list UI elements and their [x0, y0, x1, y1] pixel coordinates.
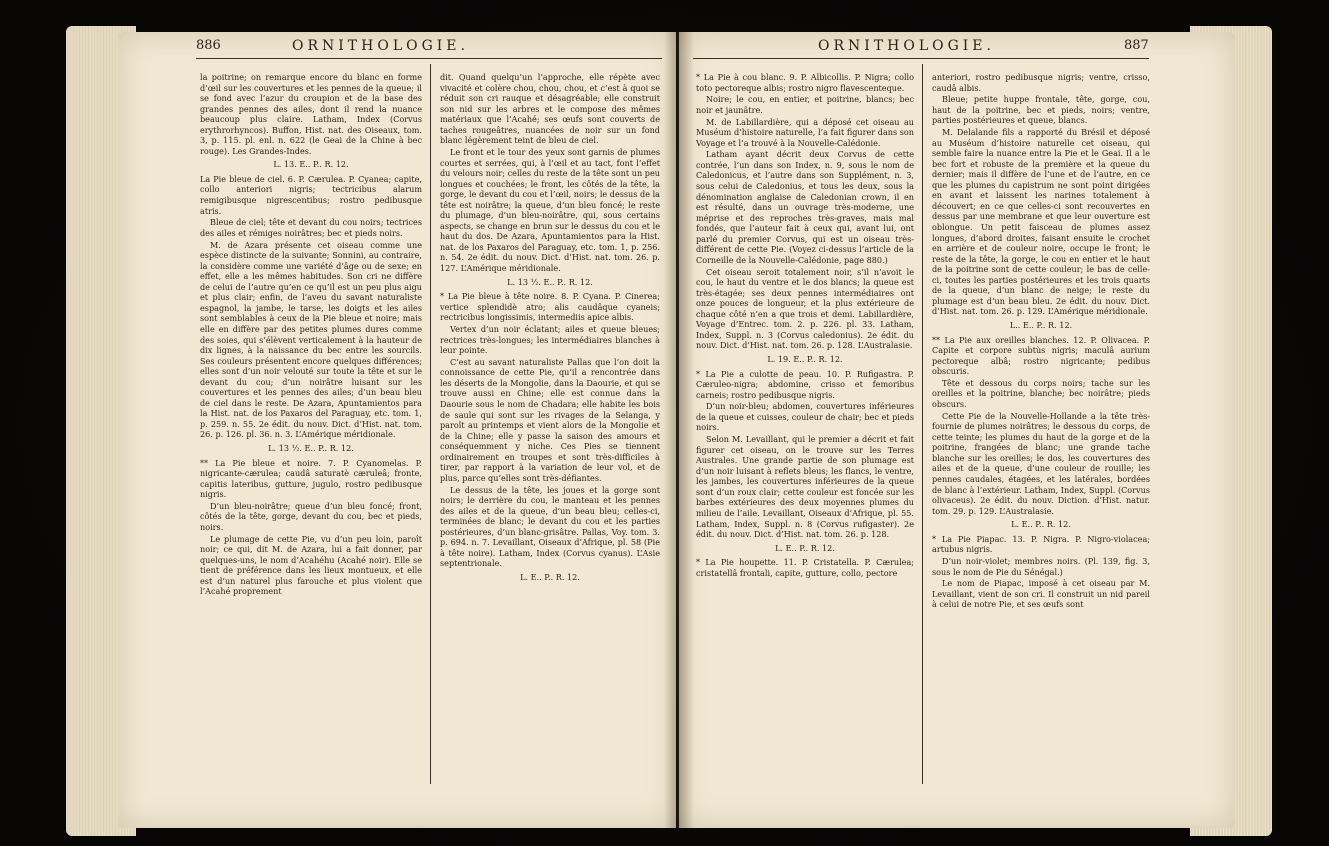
measurements-line: L. 13 ½. E.. P.. R. 12.: [507, 276, 593, 287]
text-block: M. de Labillardière, qui a déposé cet oiseau au Muséum d’histoire naturelle, l’a fait figurer dans son Voyage et l’a trouvé à la Nouvelle-Calédonie.: [696, 116, 914, 148]
text-block: D’un noir-violet; membres noirs. (Pl. 139, fig. 3, sous le nom de Pie du Sénégal.): [932, 556, 1150, 577]
text-block: Bleue de ciel; tête et devant du cou noirs; tectrices des ailes et rémiges noirâtres; bec et pieds noirs.: [200, 217, 422, 238]
text-block: Le dessus de la tête, les joues et la gorge sont noirs; le derrière du cou, le manteau et les pennes des ailes et de la queue, d’un beau bleu; celles-ci, terminées de blanc; le devant du cou et les parties postérieures, d’un blanc-grisâtre. Pallas, Voy. tom. 3. p. 694. n. 7. Levaillant, Oiseaux d’Afrique, pl. 58 (Pie à tête noire). Latham, Index (Corvus cyanus). L’Asie septentrionale.: [440, 484, 660, 569]
text-block: Cette Pie de la Nouvelle-Hollande a la tête très-fournie de plumes noirâtres; le dessous du corps, de cette teinte; les plumes du haut de la gorge et de la poitrine, frangées de blanc; une grande tache blanche sur les oreilles; le dos, les couvertures des ailes et de la queue, d’une couleur de rouille; les pennes caudales, étagées, et les latérales, bordées de blanc à l’extérieur. Latham, Index, Suppl. (Corvus olivaceus). 2e édit. du nouv. Diction. d’Hist. natur. tom. 29. p. 129. L’Australasie.: [932, 410, 1150, 516]
page-number-left: 886: [196, 38, 221, 53]
species-heading: La Pie bleue de ciel. 6. P. Cærulea. P. Cyanea; capite, collo anteriori nigris; tectricibus alarum remigibusque nigrescentibus; rostro pedibusque atris.: [200, 173, 422, 216]
text-block: Le plumage de cette Pie, vu d’un peu loin, paroît noir; ce qui, dit M. de Azara, lui a fait donner, par quelques-uns, le nom d’Acahéhu (Acahé noir). Elle se tient de préférence dans les lieux montueux, et elle est d’un naturel plus farouche et plus violent que l’Acahé proprement: [200, 533, 422, 597]
species-heading: ** La Pie bleue et noire. 7. P. Cyanomelas. P. nigricante-cærulea; caudâ saturatè cæruleâ; fronte, capitis lateribus, gutture, jugulo, rostro pedibusque nigris.: [200, 457, 422, 500]
measurements-line: L. E.. P.. R. 12.: [520, 571, 580, 582]
text-block: M. Delalande fils a rapporté du Brésil et déposé au Muséum d’histoire naturelle cet oiseau, qui semble faire la nuance entre la Pie et le Geai. Il a le bec fort et robuste de la première et la queue du dernier; mais il diffère de l’une et de l’autre, en ce que les plumes du capistrum ne sont point dirigées en avant et laissent les narines totalement à découvert; en ce que celles-ci sont recouvertes en dessus par une membrane et que leur ouverture est oblongue. Un petit faisceau de plumes assez longues, d’abord droites, faisant ensuite le crochet en arrière et de couleur noire, occupe le front; le reste de la tête, la gorge, le cou en entier et le haut de la poitrine sont de cette couleur; le bas de celle-ci, toutes les parties postérieures et les trois quarts de la queue, d’un blanc de neige; le reste du plumage est d’un beau bleu. 2e édit. du nouv. Dict. d’Hist. nat. tom. 26. p. 129. L’Amérique méridionale.: [932, 127, 1150, 317]
measurements-line: L. 13 ½. E.. P.. R. 12.: [268, 442, 354, 453]
left-page-column-1: [200, 72, 422, 814]
text-block: Cet oiseau seroit totalement noir, s’il n’avoit le cou, le haut du ventre et le dos blancs; la queue est très-étagée; ses deux pennes intermédiaires ont onze pouces de longueur, et la plus extérieure de chaque côté n’en a que trois et demi. Labillardière, Voyage d’Entrec. tom. 2. p. 226. pl. 33. Latham, Index, Suppl. n. 3 (Corvus caledonius). 2e édit. du nouv. Dict. d’Hist. nat. tom. 26. p. 128. L’Australasie.: [696, 266, 914, 351]
species-heading: * La Pie à cou blanc. 9. P. Albicollis. P. Nigra; collo toto pectoreque albis; rostro nigro flavescenteque.: [696, 72, 914, 93]
species-heading: * La Pie bleue à tête noire. 8. P. Cyana. P. Cinerea; vertice splendidè atro; alis caudâque cyaneis; rectricibus longissimis, intermediis apice albis.: [440, 291, 660, 323]
text-block: Bleue; petite huppe frontale, tête, gorge, cou, haut de la poitrine, bec et pieds, noirs; ventre, parties postérieures et queue, blancs.: [932, 94, 1150, 126]
text-block: C’est au savant naturaliste Pallas que l’on doit la connoissance de cette Pie, qu’il a rencontrée dans les déserts de la Mongolie, dans la Daourie, et qui se trouve aussi en Chine; elle est connue dans la Daourie sous le nom de Chadara; elle habite les bois de saule qui sont sur les rivages de la Selanga, y paroît au printemps et vient alors de la Mongolie et de la Chine; elle y passe la saison des amours et conséquemment y niche. Ces Pies se tiennent ordinairement en troupes et sont très-difficiles à tirer, par rapport à la variation de leur vol, et de plus, parce qu’elles sont très-défiantes.: [440, 356, 660, 483]
species-heading: * La Pie a culotte de peau. 10. P. Rufigastra. P. Cæruleo-nigra; abdomine, crisso et femoribus carneis; rostro pedibusque nigris.: [696, 368, 914, 400]
left-page-column-2: [440, 72, 660, 814]
text-block: D’un noir-bleu; abdomen, couvertures inférieures de la queue et cuisses, couleur de chair; bec et pieds noirs.: [696, 401, 914, 433]
column-divider-right: [922, 64, 923, 784]
right-page-column-2: [932, 72, 1150, 814]
text-block: Tête et dessous du corps noirs; tache sur les oreilles et la poitrine, blanche; bec noirâtre; pieds obscurs.: [932, 377, 1150, 409]
running-title-left: ORNITHOLOGIE.: [292, 38, 469, 54]
text-block: Selon M. Levaillant, qui le premier a décrit et fait figurer cet oiseau, on le trouve sur les Terres Australes. Une grande partie de son plumage est d’un noir luisant à reflets bleus; les flancs, le ventre, les jambes, les couvertures inférieures de la queue sont d’un roux clair; cette couleur est foncée sur les barbes extérieures des deux moyennes plumes du milieu de l’aile. Levaillant, Oiseaux d’Afrique, pl. 55. Latham, Index, Suppl. n. 8 (Corvus rufigaster). 2e édit. du nouv. Dict. d’Hist. nat. tom. 26. p. 128.: [696, 434, 914, 540]
header-rule-left: [196, 58, 662, 59]
right-page-column-1: [696, 72, 914, 814]
measurements-line: L. 13. E.. P.. R. 12.: [273, 159, 349, 170]
text-block: dit. Quand quelqu’un l’approche, elle répète avec vivacité et colère chou, chou, chou, et c’est à quoi se réduit son cri rauque et désagréable; elle construit son nid sur les arbres et le compose des mêmes matériaux que l’Acahé; ses œufs sont couverts de taches rougeâtres, nuancées de noir sur un fond blanc légèrement teint de bleu de ciel.: [440, 72, 660, 146]
header-rule-right: [693, 58, 1149, 59]
text-block: D’un bleu-noirâtre; queue d’un bleu foncé; front, côtés de la tête, gorge, devant du cou, bec et pieds, noirs.: [200, 500, 422, 532]
text-block: Le nom de Piapac, imposé à cet oiseau par M. Levaillant, vient de son cri. Il construit un nid pareil à celui de notre Pie, et ses œufs sont: [932, 578, 1150, 610]
book-gutter: [664, 32, 694, 828]
page-number-right: 887: [1124, 38, 1149, 53]
measurements-line: L. 19. E.. P.. R. 12.: [767, 353, 843, 364]
text-block: Vertex d’un noir éclatant; ailes et queue bleues; rectrices très-longues; les intermédiaires blanches à leur pointe.: [440, 323, 660, 356]
text-block: Latham ayant décrit deux Corvus de cette contrée, l’un dans son Index, n. 9, sous le nom de Caledonicus, et l’autre dans son Supplément, n. 3, sous celui de Caledonius, et tous les deux, sous la dénomination anglaise de Caledonian crown, il en est résulté, dans un ouvrage très-moderne, une méprise et des reproches très-graves, mais mal fondés, que l’auteur fait à ceux qui, avant lui, ont parlé du premier Corvus, qui est un oiseau très-différent de cette Pie. (Voyez ci-dessus l’article de la Corneille de la Nouvelle-Calédonie, page 880.): [696, 149, 914, 265]
species-heading: * La Pie houpette. 11. P. Cristatella. P. Cærulea; cristatellâ frontali, capite, gutture, collo, pectore: [696, 557, 914, 578]
text-block: anteriori, rostro pedibusque nigris; ventre, crisso, caudâ albis.: [932, 72, 1150, 93]
measurements-line: L. E.. P.. R. 12.: [775, 542, 835, 553]
column-divider-left: [430, 64, 431, 784]
measurements-line: L.. E.. P.. R. 12.: [1009, 319, 1073, 330]
running-title-right: ORNITHOLOGIE.: [818, 38, 995, 54]
text-block: Le front et le tour des yeux sont garnis de plumes courtes et serrées, qui, à l’œil et au tact, font l’effet du velours noir; celles du reste de la tête sont un peu longues et couchées; le front, les côtés de la tête, la gorge, le devant du cou et l’œil, noirs; le dessus de la tête est noirâtre; la queue, d’un bleu foncé; le reste du plumage, d’un bleu-noirâtre, qui, sous certains aspects, se change en brun sur le dessus du cou et le haut du dos. De Azara, Apuntamientos para la Hist. nat. de los Paxaros del Paraguay, etc. tom. 1, p. 256. n. 54. 2e édit. du nouv. Dict. d’Hist. nat. tom. 26. p. 127. L’Amérique méridionale.: [440, 147, 660, 274]
species-heading: ** La Pie aux oreilles blanches. 12. P. Olivacea. P. Capite et corpore subtùs nigris; maculâ aurium pectoreque albâ; rostro nigricante; pedibus obscuris.: [932, 334, 1150, 377]
measurements-line: L. E.. P.. R. 12.: [1011, 519, 1071, 530]
text-block: Noire; le cou, en entier, et poitrine, blancs; bec noir et jaunâtre.: [696, 94, 914, 115]
species-heading: * La Pie Piapac. 13. P. Nigra. P. Nigro-violacea; artubus nigris.: [932, 533, 1150, 555]
text-block: M. de Azara présente cet oiseau comme une espèce distincte de la suivante; Sonnini, au contraire, la considère comme une variété d’âge ou de sexe; en effet, elle a les mêmes habitudes. Son cri ne diffère de celui de l’autre qu’en ce qu’il est un peu plus aigu et plus clair; enfin, de l’aveu du savant naturaliste espagnol, la jambe, le tarse, les doigts et les ailes sont semblables à ceux de la Pie bleue et noire; mais elle en diffère par des petites plumes dures comme des soies, qui s’élèvent verticalement à la hauteur de dix lignes, à la naissance du bec entre les sourcils. Ses couleurs présentent encore quelques différences; elles sont d’un noir velouté sur toute la tête et sur le devant du cou; d’un noirâtre luisant sur les couvertures et les pennes des ailes; d’un beau bleu de ciel dans le reste. De Azara, Apuntamientos para la Hist. nat. de los Paxaros del Paraguay, etc. tom. 1, p. 259. n. 55. 2e édit. du nouv. Dict. d’Hist. nat. tom. 26. p. 126. pl. 36. n. 3. L’Amérique méridionale.: [200, 239, 422, 440]
text-block: la poitrine; on remarque encore du blanc en forme d’œil sur les couvertures et les pennes de la queue; il se fond avec l’azur du croupion et de la base des grandes pennes des ailes, dont il rend la nuance beaucoup plus claire. Latham, Index (Corvus erythrorhyncos). Buffon, Hist. nat. des Oiseaux, tom. 3, p. 115. pl. enl. n. 622 (le Geai de la Chine à bec rouge). Les Grandes-Indes.: [200, 72, 422, 156]
